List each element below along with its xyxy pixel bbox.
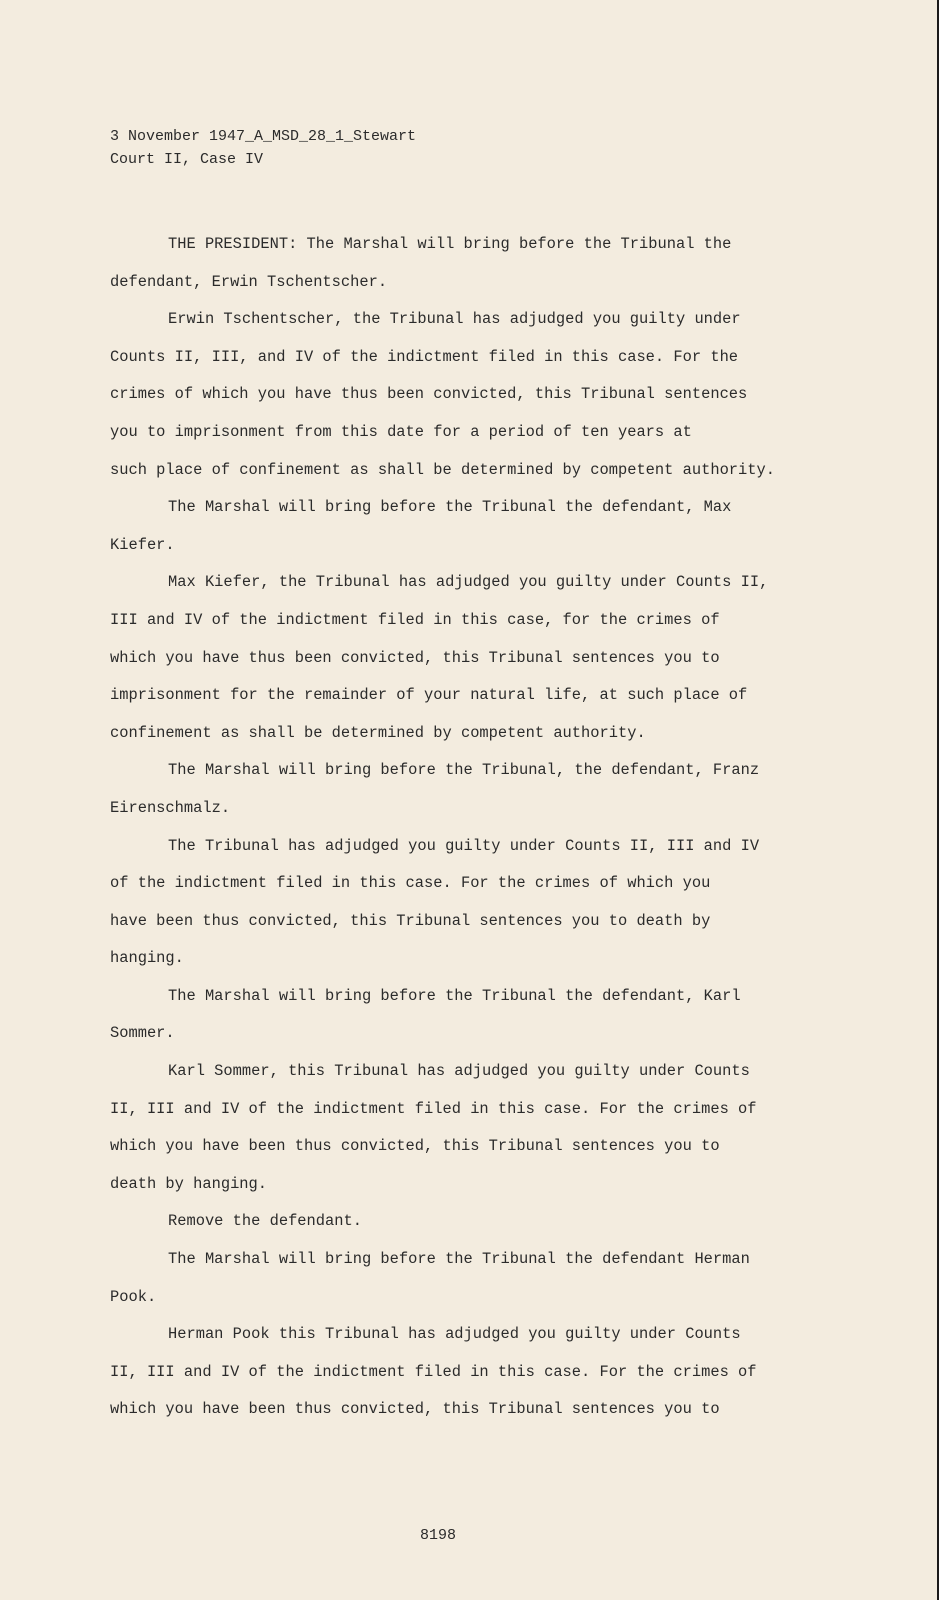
paragraph: Max Kiefer, the Tribunal has adjudged you guilty under Counts II, III and IV of the indictment filed in this case, for the crimes of which you have thus been convicted, this Tribunal sentences you to imprisonment for the remainder of your natural life, at such place of confinement as shall be determined by competent authority. xyxy=(110,573,769,742)
paragraph: The Marshal will bring before the Tribunal the defendant, Karl Sommer. xyxy=(110,986,741,1043)
page-number: 8198 xyxy=(420,1527,457,1544)
document-body xyxy=(110,226,840,1429)
header-court-line: Court II, Case IV xyxy=(110,151,264,168)
paragraph: Herman Pook this Tribunal has adjudged you guilty under Counts II, III and IV of the indictment filed in this case. For the crimes of which you have been thus convicted, this Tribunal sentences you to xyxy=(110,1325,757,1419)
paragraph: Remove the defendant. xyxy=(168,1212,362,1231)
paragraph: Erwin Tschentscher, the Tribunal has adjudged you guilty under Counts II, III, and IV of the indictment filed in this case. For the crimes of which you have thus been convicted, this Tribunal sentences you to imprisonment from this date for a period of ten years at such place of confinement as shall be determined by competent authority. xyxy=(110,310,775,479)
paragraph: The Marshal will bring before the Tribunal, the defendant, Franz Eirenschmalz. xyxy=(110,761,760,817)
paragraph: The Tribunal has adjudged you guilty under Counts II, III and IV of the indictment filed in this case. For the crimes of which you have been thus convicted, this Tribunal sentences you to death by hanging. xyxy=(110,836,760,968)
header-date-line: 3 November 1947_A_MSD_28_1_Stewart xyxy=(110,128,417,145)
paragraph: THE PRESIDENT: The Marshal will bring before the Tribunal the defendant, Erwin Tschentscher. xyxy=(110,235,732,291)
paragraph: The Marshal will bring before the Tribunal the defendant Herman Pook. xyxy=(110,1250,750,1306)
document-header xyxy=(110,125,416,171)
paragraph: The Marshal will bring before the Tribunal the defendant, Max Kiefer. xyxy=(110,498,732,554)
paragraph: Karl Sommer, this Tribunal has adjudged you guilty under Counts II, III and IV of the indictment filed in this case. For the crimes of which you have been thus convicted, this Tribunal sentences you to death by hanging. xyxy=(110,1062,757,1193)
